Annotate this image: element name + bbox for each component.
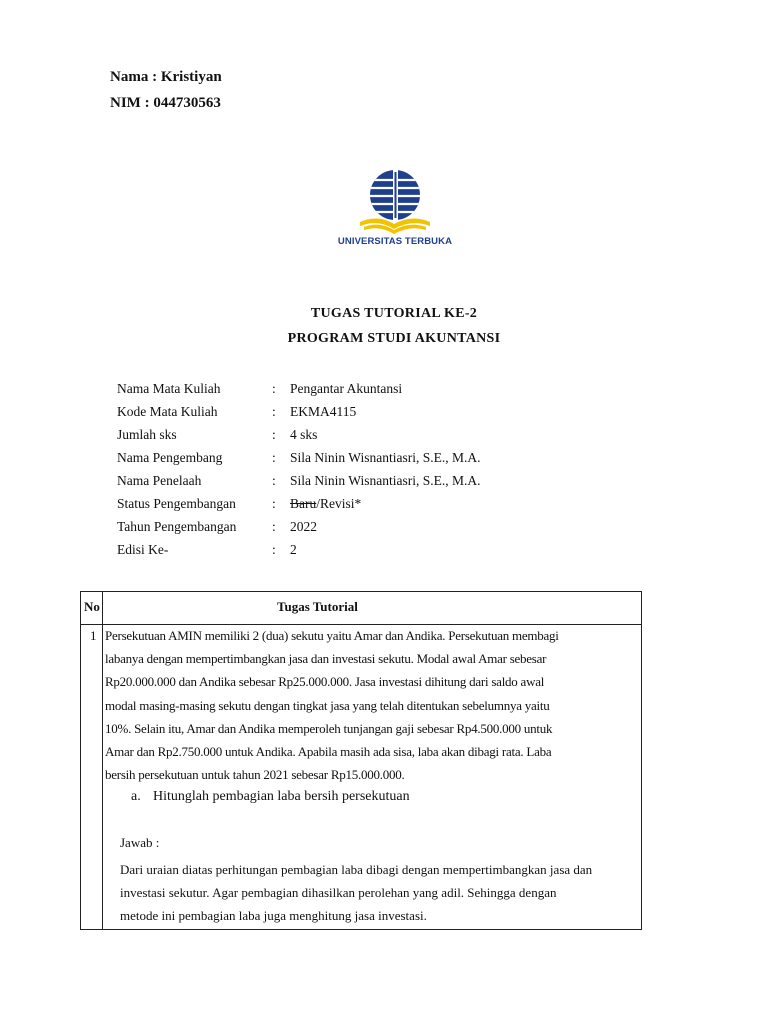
logo-text: UNIVERSITAS TERBUKA [337, 236, 453, 247]
info-label: Jumlah sks [117, 427, 177, 442]
table-header-task: Tugas Tutorial [277, 599, 358, 614]
problem-paragraph [105, 624, 639, 786]
info-value: 4 sks [290, 427, 318, 442]
table-divider-vertical [102, 592, 103, 929]
table-header-no: No [84, 599, 100, 614]
info-colon: : [272, 496, 276, 511]
info-label: Edisi Ke- [117, 542, 169, 557]
paragraph-line: 10%. Selain itu, Amar dan Andika memperoleh tunjangan gaji sebesar Rp4.500.000 untuk [105, 720, 553, 736]
info-value-status [290, 495, 361, 513]
info-colon: : [272, 404, 276, 419]
paragraph-line: Amar dan Rp2.750.000 untuk Andika. Apabila masih ada sisa, laba akan dibagi rata. Laba [105, 744, 552, 760]
info-value: 2 [290, 542, 297, 557]
paragraph-line: modal masing-masing sekutu dengan tingkat jasa yang telah ditentukan sebelumnya yaitu [105, 697, 550, 713]
answer-line: metode ini pembagian laba juga menghitung jasa investasi. [120, 908, 427, 924]
paragraph-line: Rp20.000.000 dan Andika sebesar Rp25.000.000. Jasa investasi dihitung dari saldo awal [105, 674, 545, 690]
question-item-a [131, 789, 410, 805]
info-label: Nama Penelaah [117, 473, 202, 488]
answer-line: investasi sekutur. Agar pembagian dihasilkan perolehan yang adil. Sehingga dengan [120, 885, 557, 901]
info-colon: : [272, 427, 276, 442]
table-row-number: 1 [90, 628, 97, 643]
info-label: Nama Mata Kuliah [117, 381, 221, 396]
tutorial-table [80, 591, 642, 930]
item-text: Hitunglah pembagian laba bersih persekutuan [153, 789, 410, 804]
info-label: Tahun Pengembangan [117, 519, 237, 534]
paragraph-line: Persekutuan AMIN memiliki 2 (dua) sekutu yaitu Amar dan Andika. Persekutuan membagi [105, 628, 559, 643]
info-colon: : [272, 519, 276, 534]
university-emblem-icon [330, 168, 460, 236]
info-label: Status Pengembangan [117, 496, 236, 511]
info-label: Kode Mata Kuliah [117, 404, 218, 419]
answer-label: Jawab : [120, 835, 160, 850]
info-value: Sila Ninin Wisnantiasri, S.E., M.A. [290, 473, 481, 488]
info-colon: : [272, 381, 276, 396]
info-value: 2022 [290, 519, 317, 534]
item-marker: a. [131, 789, 141, 804]
info-value: Sila Ninin Wisnantiasri, S.E., M.A. [290, 450, 481, 465]
info-colon: : [272, 542, 276, 557]
answer-text [120, 858, 640, 928]
info-value: Pengantar Akuntansi [290, 381, 403, 396]
answer-line: Dari uraian diatas perhitungan pembagian laba dibagi dengan mempertimbangkan jasa dan [120, 862, 593, 877]
struck-value: Baru [290, 496, 317, 511]
student-name: Nama : Kristiyan [110, 69, 222, 85]
tutorial-title: TUGAS TUTORIAL KE-2 [310, 306, 478, 321]
paragraph-line: bersih persekutuan untuk tahun 2021 sebesar Rp15.000.000. [105, 767, 405, 783]
student-nim: NIM : 044730563 [110, 95, 221, 111]
status-rest: /Revisi* [316, 496, 362, 511]
university-logo [330, 168, 460, 250]
info-colon: : [272, 473, 276, 488]
paragraph-line: labanya dengan mempertimbangkan jasa dan investasi sekutu. Modal awal Amar sebesar [105, 651, 547, 667]
info-label: Nama Pengembang [117, 450, 223, 465]
program-title: PROGRAM STUDI AKUNTANSI [287, 331, 501, 346]
info-value: EKMA4115 [290, 404, 357, 419]
info-colon: : [272, 450, 276, 465]
